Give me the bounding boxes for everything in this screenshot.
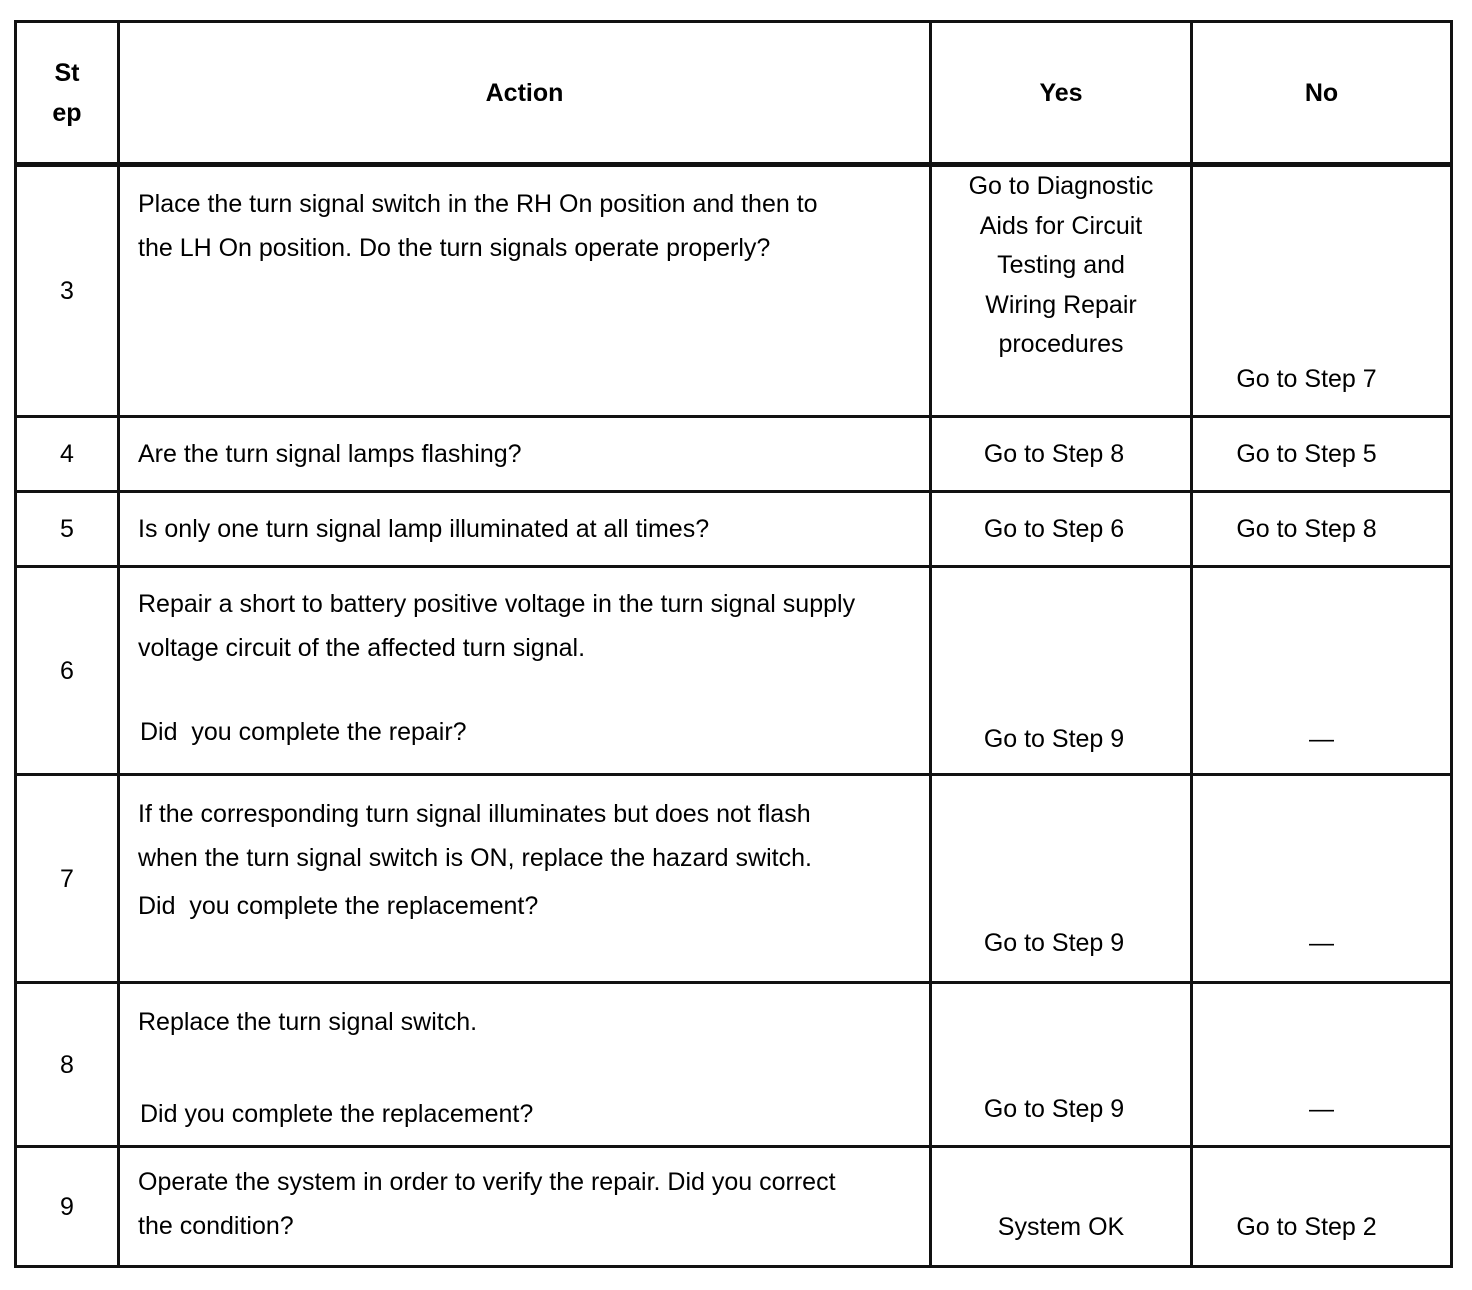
- yes-text: Go to Diagnostic Aids for Circuit Testing and Wiring Repair procedures: [968, 172, 1154, 358]
- table-row: [16, 567, 1452, 775]
- header-no: No: [1192, 22, 1452, 165]
- action-text: [119, 775, 931, 983]
- action-question: Did you complete the replacement?: [138, 892, 539, 920]
- header-action: Action: [119, 22, 931, 165]
- action-text: [119, 417, 931, 492]
- yes-text: System OK: [997, 1213, 1125, 1241]
- no-text: Go to Step 8: [1236, 515, 1377, 543]
- yes-cell: [931, 492, 1192, 567]
- no-cell: [1192, 983, 1452, 1147]
- step-number: 3: [16, 165, 119, 417]
- no-text: —: [1309, 725, 1334, 753]
- action-instruction: Are the turn signal lamps flashing?: [138, 440, 522, 468]
- no-cell: [1192, 417, 1452, 492]
- no-text: Go to Step 7: [1236, 365, 1377, 393]
- header-step: [16, 22, 119, 165]
- step-number: 7: [16, 775, 119, 983]
- action-question: Did you complete the repair?: [140, 718, 467, 746]
- yes-cell: [931, 983, 1192, 1147]
- no-text: Go to Step 5: [1236, 440, 1377, 468]
- yes-cell: [931, 775, 1192, 983]
- yes-text: Go to Step 9: [983, 1095, 1125, 1123]
- header-yes: Yes: [931, 22, 1192, 165]
- table-row: [16, 417, 1452, 492]
- header-row: [16, 22, 1452, 165]
- step-number: 9: [16, 1147, 119, 1267]
- header-step-label: St ep: [52, 58, 82, 127]
- no-cell: [1192, 165, 1452, 417]
- action-instruction: Replace the turn signal switch.: [138, 1008, 478, 1036]
- action-text: [119, 983, 931, 1147]
- step-number: 8: [16, 983, 119, 1147]
- action-text: [119, 1147, 931, 1267]
- action-text: [119, 165, 931, 417]
- yes-cell: [931, 1147, 1192, 1267]
- yes-text: Go to Step 6: [983, 515, 1125, 543]
- action-instruction: Is only one turn signal lamp illuminated at all times?: [138, 515, 710, 543]
- diagnostic-table: [14, 20, 1453, 1268]
- no-cell: [1192, 492, 1452, 567]
- table-row: [16, 492, 1452, 567]
- step-number: 4: [16, 417, 119, 492]
- yes-text: Go to Step 9: [983, 725, 1125, 753]
- table-row: [16, 1147, 1452, 1267]
- table-row: [16, 165, 1452, 417]
- yes-cell: [931, 165, 1192, 417]
- action-text: [119, 567, 931, 775]
- no-text: Go to Step 2: [1236, 1213, 1377, 1241]
- action-instruction: Repair a short to battery positive voltage in the turn signal supply voltage circuit of the affected turn signal.: [138, 590, 856, 662]
- yes-text: Go to Step 8: [983, 440, 1125, 468]
- table-row: [16, 775, 1452, 983]
- no-text: —: [1309, 929, 1334, 957]
- step-number: 6: [16, 567, 119, 775]
- action-text: [119, 492, 931, 567]
- no-text: —: [1309, 1095, 1334, 1123]
- no-cell: [1192, 1147, 1452, 1267]
- action-instruction: If the corresponding turn signal illuminates but does not flash when the turn signal switch is ON, replace the hazard switch.: [138, 800, 812, 872]
- no-cell: [1192, 775, 1452, 983]
- table-row: [16, 983, 1452, 1147]
- action-instruction: Operate the system in order to verify the repair. Did you correct the condition?: [138, 1168, 836, 1240]
- yes-cell: [931, 567, 1192, 775]
- action-instruction: Place the turn signal switch in the RH On position and then to the LH On position. Do the turn signals operate properly?: [138, 190, 818, 262]
- no-cell: [1192, 567, 1452, 775]
- yes-cell: [931, 417, 1192, 492]
- step-number: 5: [16, 492, 119, 567]
- yes-text: Go to Step 9: [983, 929, 1125, 957]
- action-question: Did you complete the replacement?: [140, 1100, 534, 1128]
